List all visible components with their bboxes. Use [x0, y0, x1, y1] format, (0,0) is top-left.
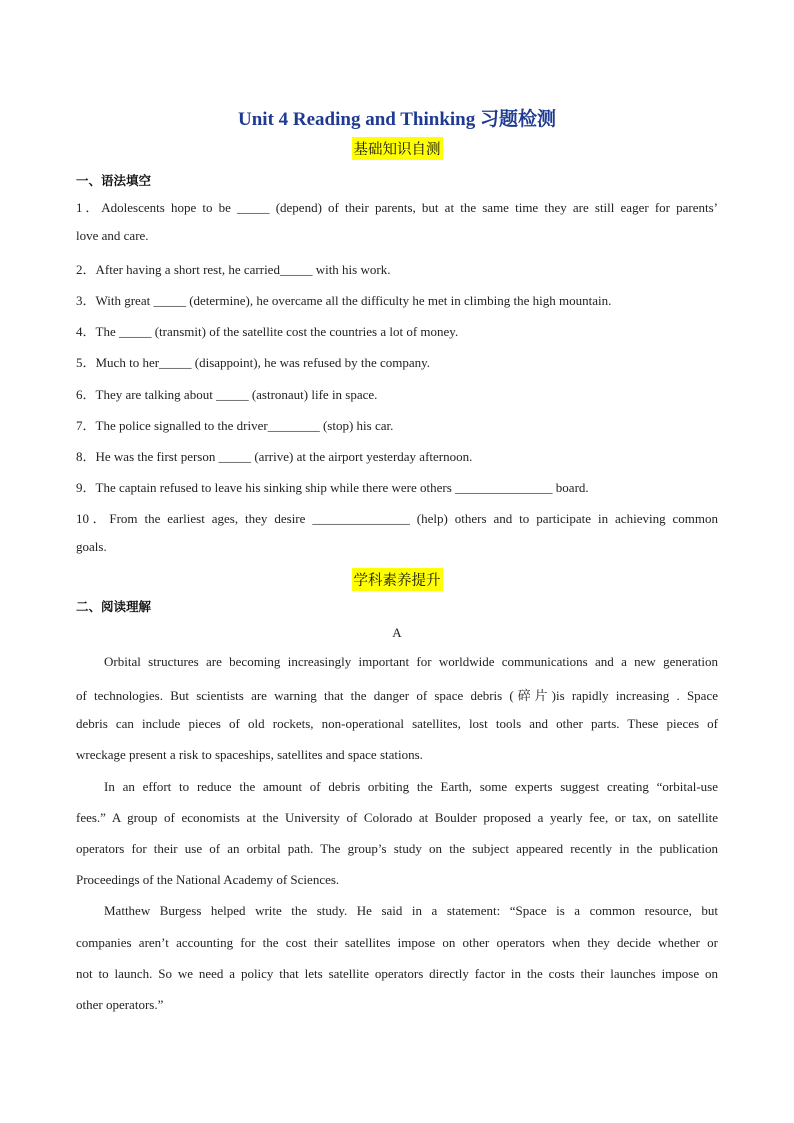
passage-line-6: fees.” A group of economists at the University of Colorado at Boulder proposed a yearly fee, or tax, on satellite [76, 810, 718, 825]
question-1-line-2: love and care. [76, 228, 149, 243]
question-3: 3．With great _____ (determine), he overcame all the difficulty he met in climbing the high mountain. [76, 293, 612, 308]
section1-banner: 基础知识自测 [352, 137, 443, 160]
question-7: 7．The police signalled to the driver________ (stop) his car. [76, 418, 394, 433]
passage-line-8: Proceedings of the National Academy of Sciences. [76, 872, 340, 887]
section2-banner: 学科素养提升 [352, 568, 443, 591]
question-6: 6．They are talking about _____ (astronaut) life in space. [76, 387, 378, 402]
section2-banner-wrap [0, 568, 794, 591]
question-2: 2．After having a short rest, he carried_____ with his work. [76, 262, 391, 277]
passage-line-1: Orbital structures are becoming increasingly important for worldwide communications and a new generation [104, 654, 718, 669]
section1-heading: 一、语法填空 [76, 173, 152, 188]
passage-line-4: wreckage present a risk to spaceships, satellites and space stations. [76, 747, 423, 762]
question-8: 8．He was the first person _____ (arrive) at the airport yesterday afternoon. [76, 449, 473, 464]
passage-line-9: Matthew Burgess helped write the study. He said in a statement: “Space is a common resource, but [104, 903, 718, 918]
passage-line-11: not to launch. So we need a policy that lets satellite operators directly factor in the costs their launches impose on [76, 966, 718, 981]
section2-heading: 二、阅读理解 [76, 599, 152, 614]
question-10-line-1: 10．From the earliest ages, they desire _______________ (help) others and to participate in achieving common [76, 511, 718, 526]
passage-line-2: of technologies. But scientists are warning that the danger of space debris (碎片)is rapidly increasing . Space [76, 688, 718, 703]
passage-line-7: operators for their use of an orbital path. The group’s study on the subject appeared recently in the publication [76, 841, 718, 856]
question-5: 5．Much to her_____ (disappoint), he was refused by the company. [76, 355, 431, 370]
passage-line-3: debris can include pieces of old rockets, non-operational satellites, lost tools and other parts. These pieces of [76, 716, 718, 731]
passage-line-10: companies aren’t accounting for the cost their satellites impose on other operators when they decide whether or [76, 935, 718, 950]
passage-line-5: In an effort to reduce the amount of debris orbiting the Earth, some experts suggest creating “orbital-use [104, 779, 718, 794]
page-title: Unit 4 Reading and Thinking 习题检测 [238, 109, 556, 130]
question-9: 9．The captain refused to leave his sinking ship while there were others _______________ board. [76, 480, 589, 495]
section1-banner-wrap [0, 137, 794, 160]
passage-label: A [392, 625, 402, 640]
passage-line-12: other operators.” [76, 997, 164, 1012]
question-10-line-2: goals. [76, 539, 107, 554]
question-4: 4．The _____ (transmit) of the satellite cost the countries a lot of money. [76, 324, 459, 339]
question-1-line-1: 1．Adolescents hope to be _____ (depend) of their parents, but at the same time they are still eager for parents’ [76, 200, 718, 215]
